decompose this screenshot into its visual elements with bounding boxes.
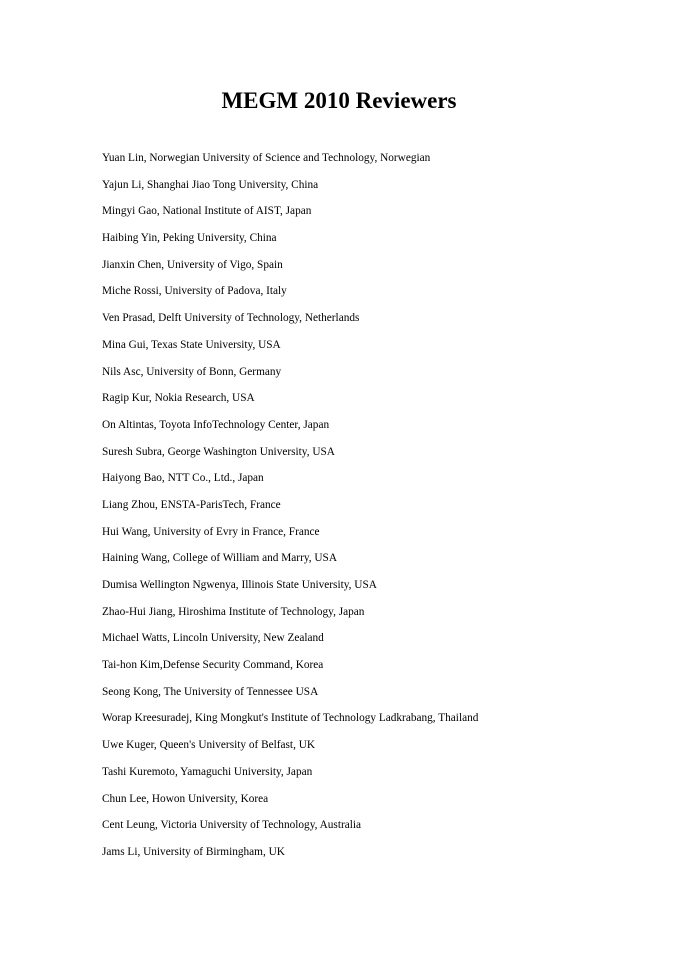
reviewer-entry: Tai-hon Kim,Defense Security Command, Korea bbox=[102, 659, 324, 672]
reviewer-entry: Miche Rossi, University of Padova, Italy bbox=[102, 285, 287, 298]
reviewer-entry: Jams Li, University of Birmingham, UK bbox=[102, 845, 285, 858]
reviewer-entry: Haibing Yin, Peking University, China bbox=[102, 232, 277, 245]
reviewer-entry: Haiyong Bao, NTT Co., Ltd., Japan bbox=[102, 472, 264, 485]
reviewer-entry: Nils Asc, University of Bonn, Germany bbox=[102, 365, 282, 378]
reviewer-entry: Yajun Li, Shanghai Jiao Tong University, China bbox=[102, 178, 319, 191]
reviewer-entry: Suresh Subra, George Washington University, USA bbox=[102, 445, 335, 458]
reviewer-entry: Ven Prasad, Delft University of Technology, Netherlands bbox=[102, 312, 360, 325]
reviewer-entry: On Altintas, Toyota InfoTechnology Center, Japan bbox=[102, 418, 330, 431]
reviewer-entry: Liang Zhou, ENSTA-ParisTech, France bbox=[102, 498, 281, 511]
reviewer-entry: Chun Lee, Howon University, Korea bbox=[102, 792, 269, 805]
reviewer-entry: Ragip Kur, Nokia Research, USA bbox=[102, 392, 255, 405]
reviewer-entry: Dumisa Wellington Ngwenya, Illinois State University, USA bbox=[102, 579, 377, 591]
reviewer-entry: Seong Kong, The University of Tennessee USA bbox=[102, 685, 319, 698]
reviewer-list bbox=[102, 150, 478, 871]
reviewer-entry: Worap Kreesuradej, King Mongkut's Institute of Technology Ladkrabang, Thailand bbox=[102, 712, 479, 725]
reviewer-entry: Jianxin Chen, University of Vigo, Spain bbox=[102, 258, 283, 271]
reviewer-entry: Hui Wang, University of Evry in France, France bbox=[102, 525, 320, 538]
page-title: MEGM 2010 Reviewers bbox=[221, 88, 457, 113]
reviewer-entry: Mina Gui, Texas State University, USA bbox=[102, 338, 281, 351]
reviewer-entry: Haining Wang, College of William and Marry, USA bbox=[102, 552, 337, 565]
reviewer-entry: Zhao-Hui Jiang, Hiroshima Institute of Technology, Japan bbox=[102, 605, 365, 618]
reviewer-entry: Michael Watts, Lincoln University, New Zealand bbox=[102, 632, 324, 645]
reviewer-entry: Uwe Kuger, Queen's University of Belfast, UK bbox=[102, 739, 316, 752]
reviewer-entry: Tashi Kuremoto, Yamaguchi University, Japan bbox=[102, 765, 313, 778]
reviewer-entry: Cent Leung, Victoria University of Technology, Australia bbox=[102, 819, 362, 832]
reviewer-entry: Mingyi Gao, National Institute of AIST, Japan bbox=[102, 205, 312, 218]
reviewer-entry: Yuan Lin, Norwegian University of Science and Technology, Norwegian bbox=[102, 152, 431, 164]
